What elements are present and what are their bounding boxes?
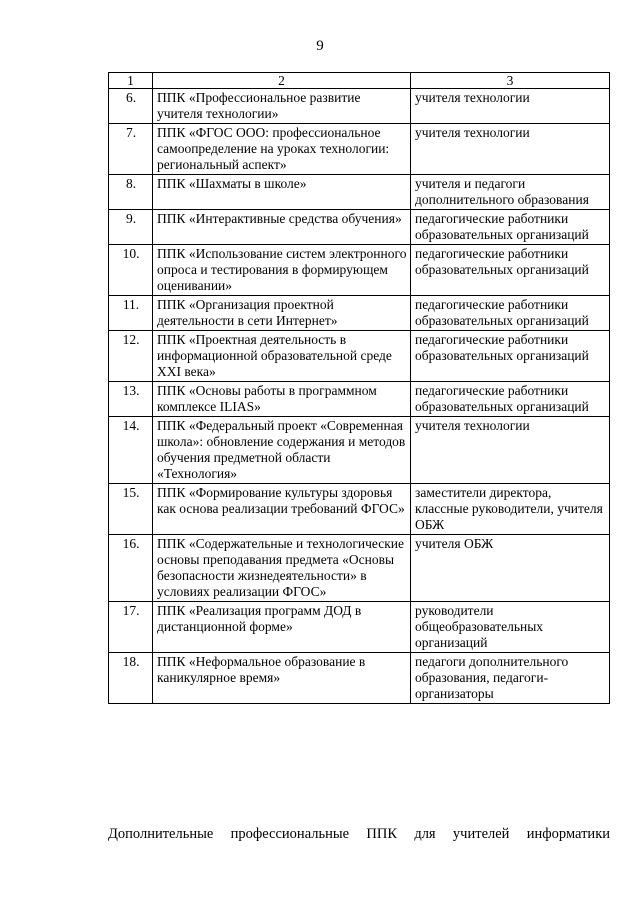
- course-name: ППК «Шахматы в школе»: [153, 175, 411, 210]
- table-row: [109, 210, 610, 245]
- target-audience: учителя технологии: [411, 124, 610, 175]
- table-row: [109, 124, 610, 175]
- row-number: 6.: [109, 89, 153, 124]
- table-row: [109, 331, 610, 382]
- target-audience: педагогические работники образовательных организаций: [411, 245, 610, 296]
- target-audience: педагогические работники образовательных организаций: [411, 210, 610, 245]
- row-number: 15.: [109, 484, 153, 535]
- course-name: ППК «Неформальное образование в каникулярное время»: [153, 653, 411, 704]
- target-audience: педагоги дополнительного образования, педагоги-организаторы: [411, 653, 610, 704]
- table-header-row: [109, 73, 610, 89]
- row-number: 17.: [109, 602, 153, 653]
- row-number: 16.: [109, 535, 153, 602]
- target-audience: педагогические работники образовательных организаций: [411, 296, 610, 331]
- table-row: [109, 245, 610, 296]
- course-name: ППК «Организация проектной деятельности в сети Интернет»: [153, 296, 411, 331]
- header-col-1: 1: [109, 73, 153, 89]
- row-number: 18.: [109, 653, 153, 704]
- row-number: 7.: [109, 124, 153, 175]
- section-intro-text: Дополнительные профессиональные ППК для учителей информатики: [108, 826, 610, 842]
- table-row: [109, 602, 610, 653]
- target-audience: учителя технологии: [411, 89, 610, 124]
- header-col-2: 2: [153, 73, 411, 89]
- row-number: 12.: [109, 331, 153, 382]
- table-row: [109, 535, 610, 602]
- course-name: ППК «Интерактивные средства обучения»: [153, 210, 411, 245]
- target-audience: учителя ОБЖ: [411, 535, 610, 602]
- course-name: ППК «Формирование культуры здоровья как основа реализации требований ФГОС»: [153, 484, 411, 535]
- row-number: 11.: [109, 296, 153, 331]
- course-name: ППК «Федеральный проект «Современная школа»: обновление содержания и методов обучения предметной области «Технология»: [153, 417, 411, 484]
- course-name: ППК «Проектная деятельность в информационной образовательной среде XXI века»: [153, 331, 411, 382]
- table-row: [109, 382, 610, 417]
- table-row: [109, 296, 610, 331]
- table-row: [109, 89, 610, 124]
- target-audience: педагогические работники образовательных организаций: [411, 331, 610, 382]
- courses-table: [108, 72, 610, 704]
- table-row: [109, 653, 610, 704]
- target-audience: учителя и педагоги дополнительного образования: [411, 175, 610, 210]
- course-name: ППК «ФГОС ООО: профессиональное самоопределение на уроках технологии: региональный аспект»: [153, 124, 411, 175]
- table-row: [109, 484, 610, 535]
- course-name: ППК «Профессиональное развитие учителя технологии»: [153, 89, 411, 124]
- row-number: 14.: [109, 417, 153, 484]
- row-number: 8.: [109, 175, 153, 210]
- table-row: [109, 175, 610, 210]
- header-col-3: 3: [411, 73, 610, 89]
- course-name: ППК «Основы работы в программном комплексе ILIAS»: [153, 382, 411, 417]
- course-name: ППК «Реализация программ ДОД в дистанционной форме»: [153, 602, 411, 653]
- course-name: ППК «Содержательные и технологические основы преподавания предмета «Основы безопасности жизнедеятельности» в условиях реализации ФГОС»: [153, 535, 411, 602]
- row-number: 10.: [109, 245, 153, 296]
- target-audience: руководители общеобразовательных организаций: [411, 602, 610, 653]
- row-number: 13.: [109, 382, 153, 417]
- table-body: [109, 89, 610, 704]
- target-audience: педагогические работники образовательных организаций: [411, 382, 610, 417]
- target-audience: заместители директора, классные руководители, учителя ОБЖ: [411, 484, 610, 535]
- page-number: 9: [316, 38, 324, 54]
- row-number: 9.: [109, 210, 153, 245]
- table-row: [109, 417, 610, 484]
- target-audience: учителя технологии: [411, 417, 610, 484]
- course-name: ППК «Использование систем электронного опроса и тестирования в формирующем оценивании»: [153, 245, 411, 296]
